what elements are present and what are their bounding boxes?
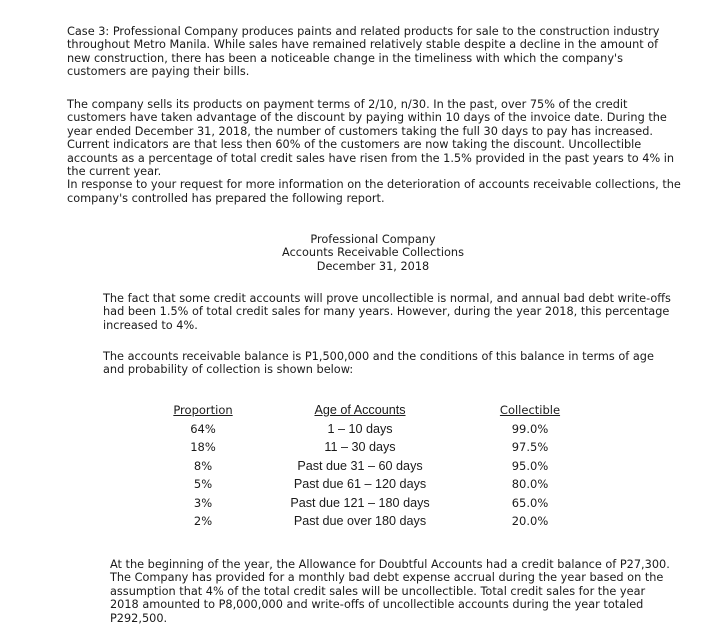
collectible-cell: 99.0% — [511, 421, 549, 436]
allowance-paragraph: At the beginning of the year, the Allowance for Doubtful Accounts had a credit balance of P27,300. The Company has provided for a monthly bad debt expense accrual during the year based on the assumption that 4% of the total credit sales will be uncollectible. Total credit sales for the year 2018 amounted to P8,000,000 and write-offs of uncollectible accounts during the year totaled P292,500. — [110, 558, 670, 625]
bad-debt-paragraph: The fact that some credit accounts will prove uncollectible is normal, and annual bad debt write-offs had been 1.5% of total credit sales for many years. However, during the year 2018, this percentage increased to 4%. — [103, 292, 671, 332]
age-cell: 11 – 30 days — [324, 440, 396, 454]
age-cell: Past due 61 – 120 days — [293, 477, 427, 491]
report-header — [238, 233, 508, 273]
proportion-header: Proportion — [173, 403, 233, 417]
age-cell: Past due over 180 days — [293, 514, 427, 528]
payment-terms-paragraph: The company sells its products on payment terms of 2/10, n/30. In the past, over 75% of the credit customers have taken advantage of the discount by paying within 10 days of the invoice date. During the year ended December 31, 2018, the number of customers taking the full 30 days to pay has increased. Current indicators are that less then 60% of the customers are now taking the discount. Uncollectible accounts as a percentage of total credit sales have risen from the 1.5% provided in the past years to 4% in the current year. — [67, 98, 675, 179]
case-intro-paragraph: Case 3: Professional Company produces paints and related products for sale to the construction industry throughout Metro Manila. While sales have remained relatively stable despite a decline in the amount of new construction, there has been a noticeable change in the timeliness with which the company's customers are paying their bills. — [67, 25, 660, 79]
payment-terms-section — [67, 98, 682, 205]
proportion-cell: 18% — [190, 440, 216, 454]
proportion-cell: 5% — [193, 477, 213, 491]
collectible-cell: 20.0% — [511, 514, 549, 528]
report-date: December 31, 2018 — [316, 259, 430, 273]
proportion-column — [158, 404, 248, 534]
age-cell: 1 – 10 days — [327, 421, 393, 436]
age-header: Age of Accounts — [314, 403, 406, 417]
collectible-cell: 95.0% — [511, 458, 549, 473]
balance-paragraph: The accounts receivable balance is P1,500,000 and the conditions of this balance in terms of age and probability of collection is shown below: — [103, 350, 654, 377]
proportion-cell: 8% — [193, 458, 213, 473]
report-company-name: Professional Company — [310, 233, 436, 246]
age-cell: Past due 121 – 180 days — [290, 495, 430, 510]
collectible-cell: 97.5% — [511, 440, 549, 454]
proportion-cell: 64% — [190, 421, 216, 436]
report-title: Accounts Receivable Collections — [282, 246, 464, 260]
proportion-cell: 2% — [193, 514, 213, 528]
collectible-column — [480, 404, 580, 534]
age-column — [270, 404, 450, 534]
collectible-cell: 80.0% — [511, 477, 549, 491]
collectible-cell: 65.0% — [511, 495, 549, 510]
proportion-cell: 3% — [193, 495, 213, 510]
collectible-header: Collectible — [499, 403, 561, 417]
report-request-paragraph: In response to your request for more information on the deterioration of accounts receivable collections, the company's controlled has prepared the following report. — [67, 178, 681, 205]
age-cell: Past due 31 – 60 days — [297, 458, 423, 473]
